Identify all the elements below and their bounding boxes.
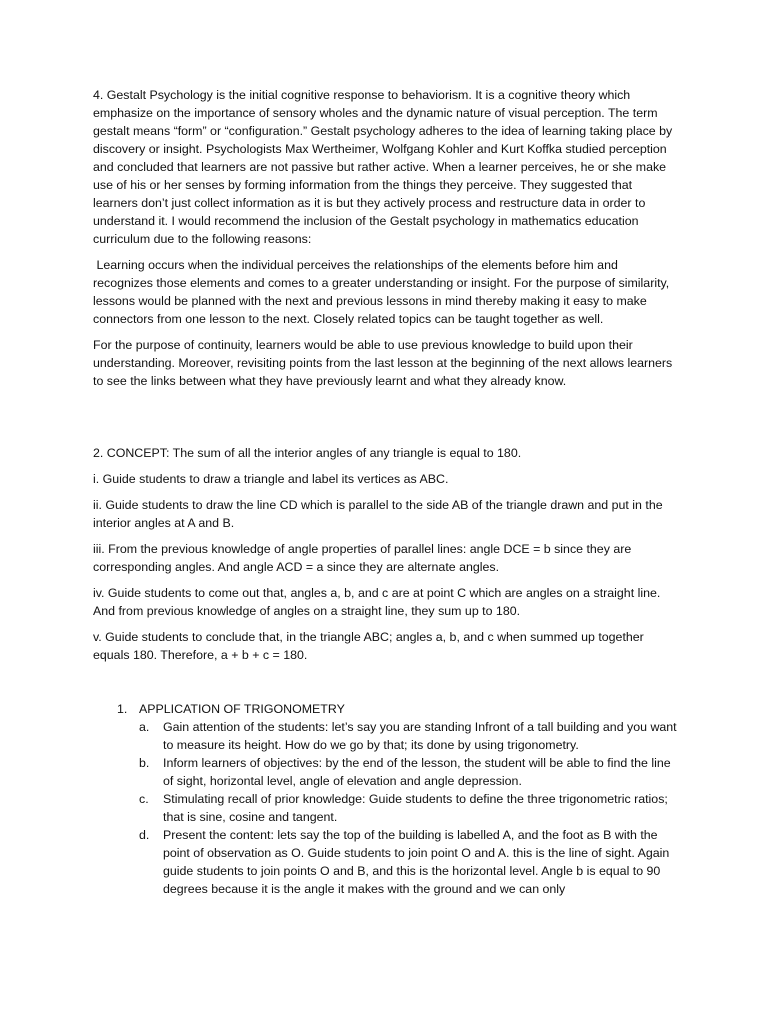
trigonometry-steps-list xyxy=(93,718,678,898)
gestalt-paragraph-2: Learning occurs when the individual perceives the relationships of the elements before him and recognizes those elements and comes to a greater understanding or insight. For the purpose of similarity, lessons would be planned with the next and previous lessons in mind thereby making it easy to make connectors from one lesson to the next. Closely related topics can be taught together as well. xyxy=(93,258,673,326)
document-page xyxy=(93,86,678,898)
list-item-letter: a. xyxy=(139,720,150,734)
list-item-text: Inform learners of objectives: by the end of the lesson, the student will be able to find the line of sight, horizontal level, angle of elevation and angle depression. xyxy=(163,756,671,788)
gestalt-paragraph-3: For the purpose of continuity, learners would be able to use previous knowledge to build upon their understanding. Moreover, revisiting points from the last lesson at the beginning of the next allows learners to see the links between what they have previously learnt and what they already know. xyxy=(93,338,673,388)
concept-step-i: i. Guide students to draw a triangle and label its vertices as ABC. xyxy=(93,472,449,486)
list-item-letter: b. xyxy=(139,756,150,770)
list-item xyxy=(93,826,678,898)
list-item-text: Present the content: lets say the top of the building is labelled A, and the foot as B with the point of observation as O. Guide students to join point O and A. this is the line of sight. Again guide students to join points O and B, and this is the horizontal level. Angle b is equal to 90 degrees because it is the angle it makes with the ground and we can only xyxy=(163,828,670,896)
trigonometry-section xyxy=(93,700,678,898)
list-number: 1. xyxy=(117,702,128,716)
concept-heading: 2. CONCEPT: The sum of all the interior angles of any triangle is equal to 180. xyxy=(93,446,522,460)
list-item-letter: d. xyxy=(139,828,150,842)
list-item xyxy=(93,718,678,754)
list-item-text: Stimulating recall of prior knowledge: Guide students to define the three trigonometric ratios; that is sine, cosine and tangent. xyxy=(163,792,668,824)
trigonometry-heading-row xyxy=(93,700,678,718)
concept-step-v: v. Guide students to conclude that, in the triangle ABC; angles a, b, and c when summed up together equals 180. Therefore, a + b + c = 180. xyxy=(93,630,644,662)
concept-step-iv: iv. Guide students to come out that, angles a, b, and c are at point C which are angles on a straight line. And from previous knowledge of angles on a straight line, they sum up to 180. xyxy=(93,586,661,618)
concept-step-ii: ii. Guide students to draw the line CD which is parallel to the side AB of the triangle drawn and put in the interior angles at A and B. xyxy=(93,498,663,530)
trigonometry-heading: APPLICATION OF TRIGONOMETRY xyxy=(139,702,345,716)
list-item xyxy=(93,790,678,826)
list-item-text: Gain attention of the students: let’s say you are standing Infront of a tall building and you want to measure its height. How do we go by that; its done by using trigonometry. xyxy=(163,720,677,752)
gestalt-paragraph-1: 4. Gestalt Psychology is the initial cognitive response to behaviorism. It is a cognitive theory which emphasize on the importance of sensory wholes and the dynamic nature of visual perception. The term gestalt means “form” or “configuration.” Gestalt psychology adheres to the idea of learning taking place by discovery or insight. Psychologists Max Wertheimer, Wolfgang Kohler and Kurt Koffka studied perception and concluded that learners are not passive but rather active. When a learner perceives, he or she make use of his or her senses by forming information from the things they perceive. They suggested that learners don’t just collect information as it is but they actively process and restructure data in order to understand it. I would recommend the inclusion of the Gestalt psychology in mathematics education curriculum due to the following reasons: xyxy=(93,88,673,246)
list-item xyxy=(93,754,678,790)
list-item-letter: c. xyxy=(139,792,149,806)
concept-step-iii: iii. From the previous knowledge of angle properties of parallel lines: angle DCE = b since they are corresponding angles. And angle ACD = a since they are alternate angles. xyxy=(93,542,632,574)
